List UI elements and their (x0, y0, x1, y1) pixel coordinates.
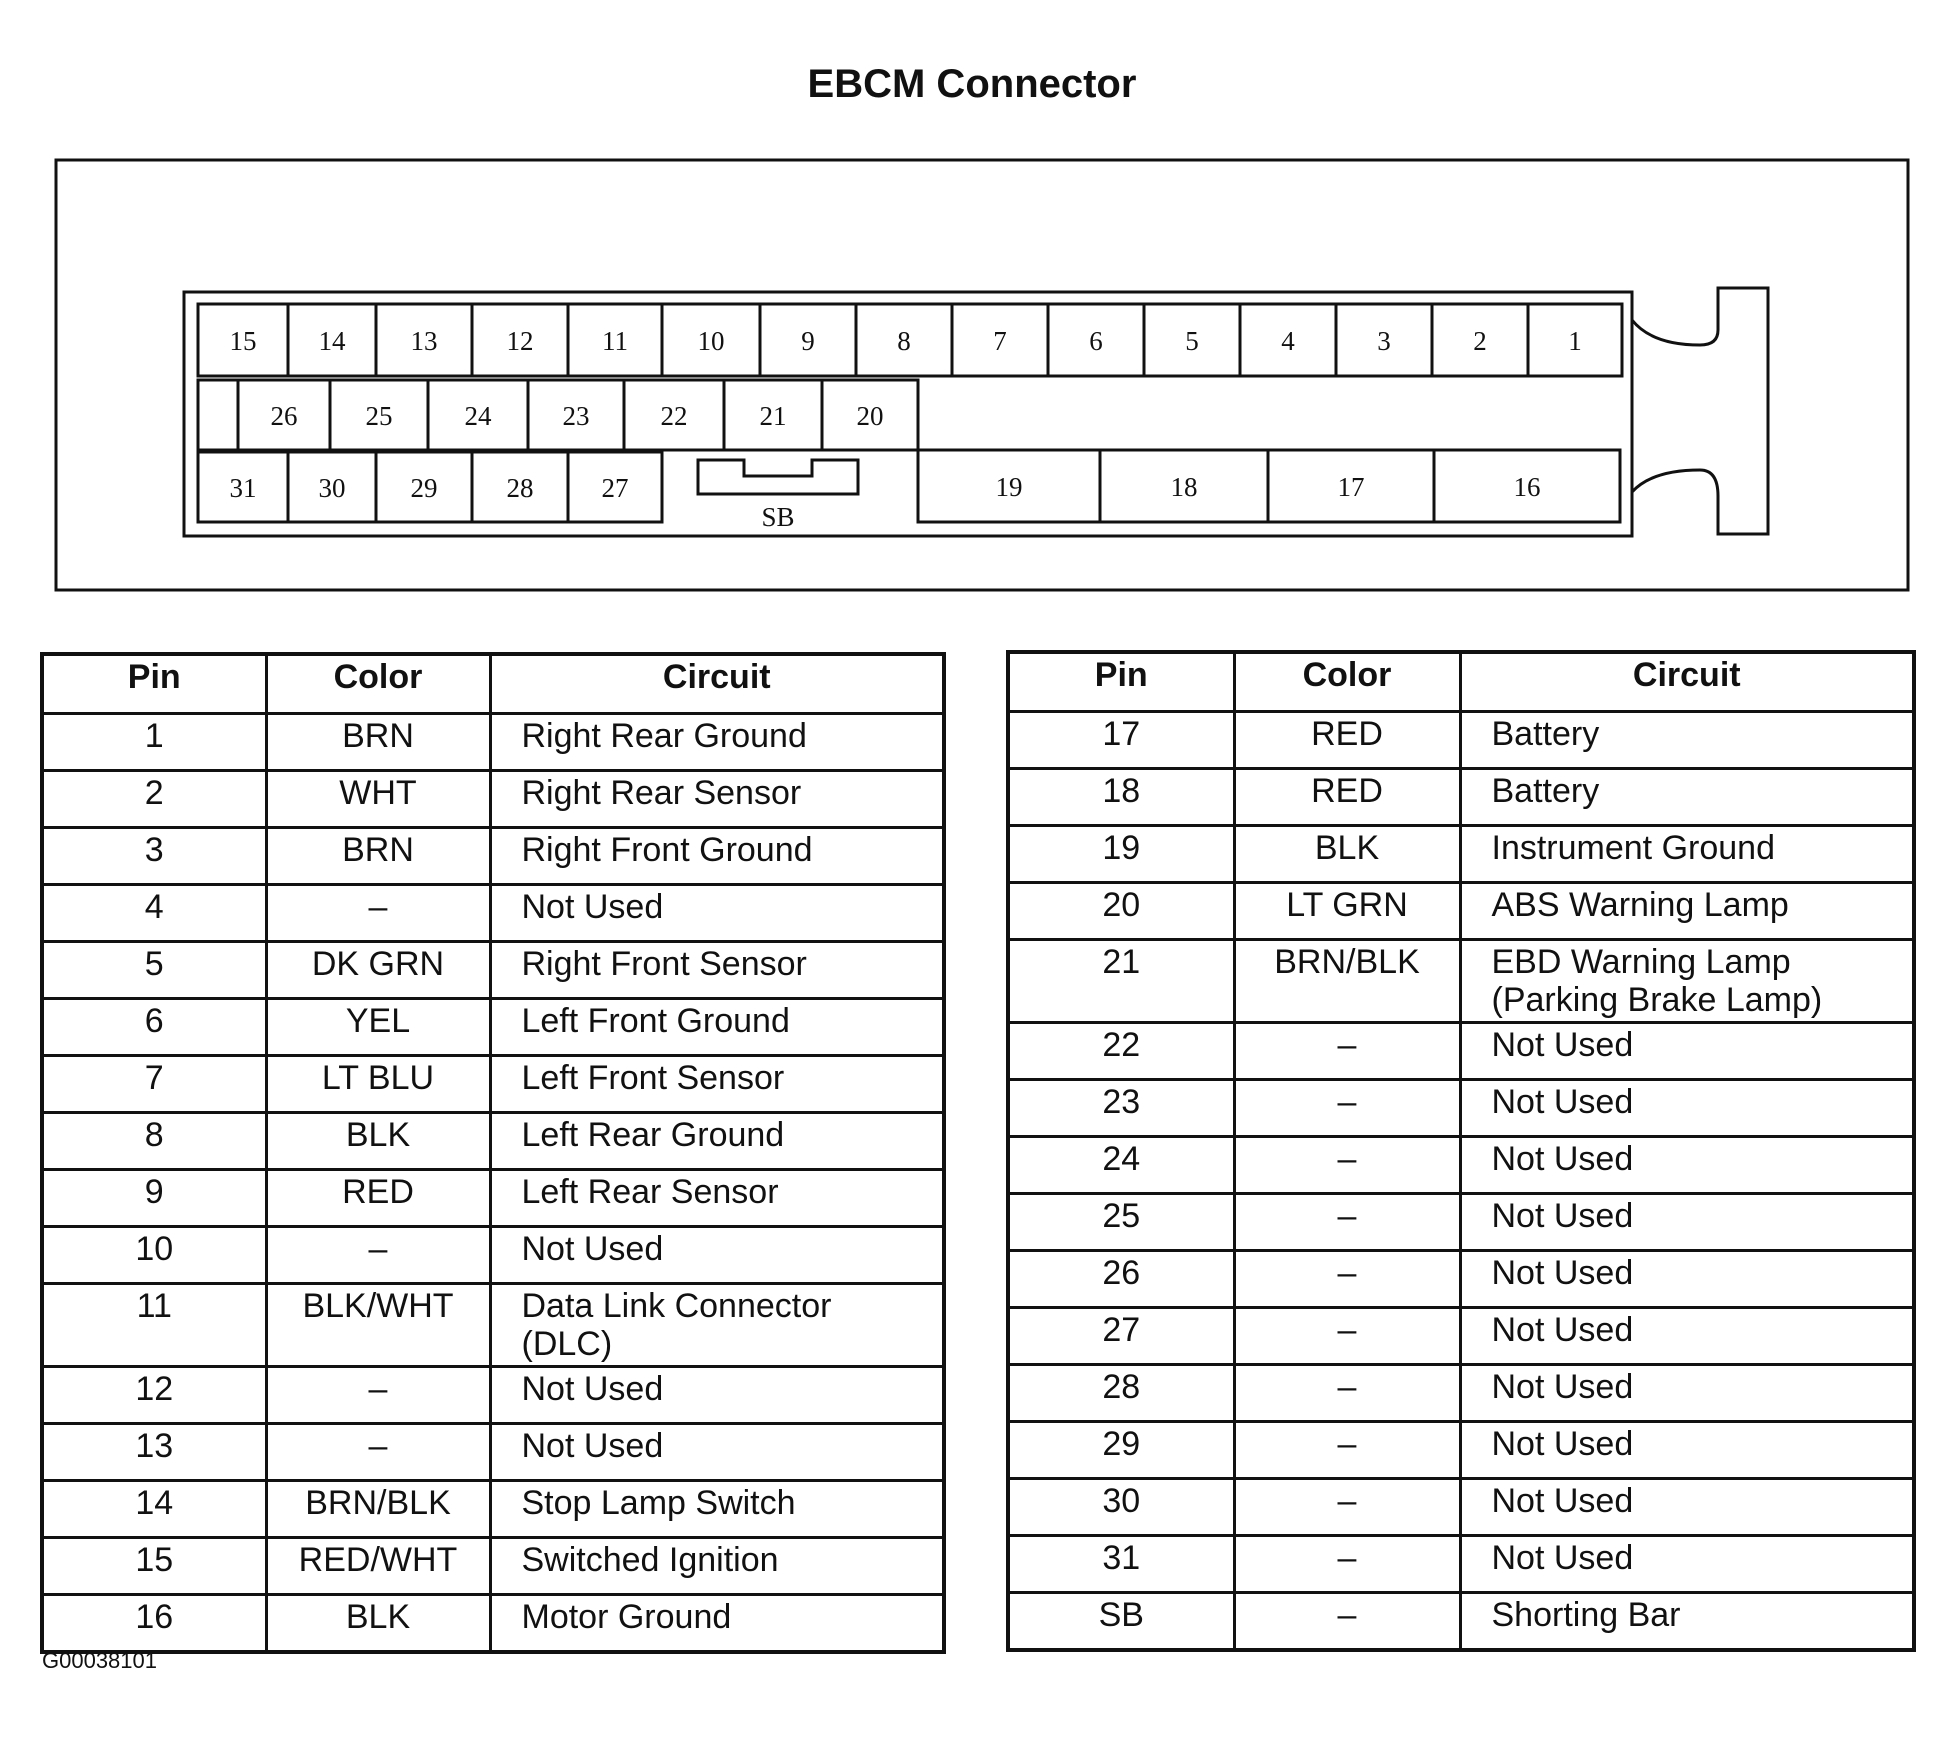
circuit-cell (490, 1367, 944, 1424)
pin-number: 30 (318, 473, 346, 503)
circuit-text: Not Used (1491, 1311, 1634, 1349)
color-cell: – (1234, 1422, 1460, 1479)
color-cell: – (1234, 1194, 1460, 1251)
circuit-cell (490, 1424, 944, 1481)
pin-cell: 19 (1008, 826, 1234, 883)
color-cell: – (266, 885, 490, 942)
circuit-text-line2: (DLC) (521, 1325, 613, 1363)
table-row (1008, 712, 1914, 769)
pin-number: 28 (506, 473, 534, 503)
color-cell: BRN/BLK (266, 1481, 490, 1538)
shorting-bar-shape (698, 460, 858, 494)
pin-number: 24 (464, 401, 492, 431)
circuit-text: Left Front Sensor (521, 1059, 785, 1097)
table-row (42, 1595, 944, 1653)
pin-cell: 25 (1008, 1194, 1234, 1251)
header-circuit: Circuit (1460, 652, 1914, 712)
header-color: Color (266, 654, 490, 714)
pin-cell: 15 (42, 1538, 266, 1595)
circuit-text: Left Rear Sensor (521, 1173, 779, 1211)
circuit-text: Shorting Bar (1491, 1596, 1681, 1634)
pin-cell: 22 (1008, 1023, 1234, 1080)
circuit-text: Switched Ignition (521, 1541, 779, 1579)
pin-number: 13 (410, 326, 438, 356)
table-row (1008, 1479, 1914, 1536)
pin-number: 6 (1089, 326, 1103, 356)
circuit-cell (490, 714, 944, 771)
color-cell: – (1234, 1080, 1460, 1137)
table-row (42, 828, 944, 885)
pin-number: 18 (1170, 472, 1198, 502)
pin-number: 2 (1473, 326, 1487, 356)
circuit-text: Not Used (521, 1427, 664, 1465)
color-cell: – (1234, 1593, 1460, 1651)
circuit-text: Not Used (1491, 1254, 1634, 1292)
pin-number: 26 (270, 401, 298, 431)
circuit-cell (490, 999, 944, 1056)
color-cell: RED/WHT (266, 1538, 490, 1595)
pin-cell: 16 (42, 1595, 266, 1653)
circuit-text: Right Front Ground (521, 831, 813, 869)
color-cell: BLK/WHT (266, 1284, 490, 1367)
pin-cell: 28 (1008, 1365, 1234, 1422)
color-cell: – (266, 1424, 490, 1481)
table-row (1008, 1194, 1914, 1251)
page-title: EBCM Connector (807, 62, 1137, 106)
connector-diagram (0, 0, 1944, 620)
header-pin: Pin (42, 654, 266, 714)
circuit-text: Data Link Connector (521, 1287, 832, 1325)
circuit-text: Not Used (1491, 1539, 1634, 1577)
circuit-text: Not Used (521, 1230, 664, 1268)
color-cell: LT BLU (266, 1056, 490, 1113)
table-row (1008, 1365, 1914, 1422)
circuit-text: Not Used (1491, 1425, 1634, 1463)
pin-cell: 13 (42, 1424, 266, 1481)
connector-lock-tab (1632, 288, 1768, 534)
color-cell: – (1234, 1479, 1460, 1536)
pin-cell: 9 (42, 1170, 266, 1227)
circuit-text: Not Used (1491, 1083, 1634, 1121)
pin-number: 21 (759, 401, 787, 431)
circuit-text: EBD Warning Lamp (1491, 943, 1791, 981)
table-row (1008, 1137, 1914, 1194)
circuit-cell (1460, 1422, 1914, 1479)
table-row (1008, 1536, 1914, 1593)
pin-table-left (40, 652, 946, 1654)
color-cell: BLK (1234, 826, 1460, 883)
color-cell: – (1234, 1365, 1460, 1422)
table-row (42, 1424, 944, 1481)
table-row (42, 942, 944, 999)
pin-cell: 8 (42, 1113, 266, 1170)
circuit-text: Right Rear Ground (521, 717, 807, 755)
pin-cell: 5 (42, 942, 266, 999)
pin-number: 7 (993, 326, 1007, 356)
pin-number: 19 (995, 472, 1023, 502)
pin-number: 31 (229, 473, 257, 503)
circuit-text: Not Used (1491, 1026, 1634, 1064)
circuit-text: Not Used (521, 1370, 664, 1408)
table-row (1008, 1593, 1914, 1651)
circuit-text: Not Used (1491, 1368, 1634, 1406)
shorting-bar-label: SB (761, 502, 795, 532)
table-row (42, 1227, 944, 1284)
circuit-text: Left Front Ground (521, 1002, 790, 1040)
circuit-text: Battery (1491, 772, 1600, 810)
pin-number: 29 (410, 473, 438, 503)
pin-cell: 17 (1008, 712, 1234, 769)
pin-number: 4 (1281, 326, 1295, 356)
pin-number: 22 (660, 401, 688, 431)
pin-number: 25 (365, 401, 393, 431)
circuit-cell (490, 1227, 944, 1284)
circuit-cell (1460, 769, 1914, 826)
color-cell: RED (266, 1170, 490, 1227)
table-row (42, 771, 944, 828)
table-row (42, 1113, 944, 1170)
table-row (1008, 1308, 1914, 1365)
table-row (1008, 883, 1914, 940)
color-cell: – (1234, 1308, 1460, 1365)
circuit-cell (490, 1113, 944, 1170)
circuit-cell (1460, 1308, 1914, 1365)
table-row (42, 1284, 944, 1367)
pin-cavity (198, 380, 238, 450)
circuit-cell (490, 1170, 944, 1227)
color-cell: RED (1234, 769, 1460, 826)
pin-cell: 1 (42, 714, 266, 771)
table-row (1008, 1422, 1914, 1479)
circuit-text: Battery (1491, 715, 1600, 753)
circuit-cell (1460, 1194, 1914, 1251)
circuit-text: Motor Ground (521, 1598, 732, 1636)
circuit-cell (490, 942, 944, 999)
circuit-cell (490, 1284, 944, 1367)
table-row (1008, 940, 1914, 1023)
pin-cell: 18 (1008, 769, 1234, 826)
circuit-cell (490, 1481, 944, 1538)
circuit-cell (1460, 940, 1914, 1023)
color-cell: BRN/BLK (1234, 940, 1460, 1023)
pin-number: 20 (856, 401, 884, 431)
circuit-cell (1460, 1251, 1914, 1308)
pin-cell: 24 (1008, 1137, 1234, 1194)
color-cell: BRN (266, 714, 490, 771)
circuit-cell (1460, 712, 1914, 769)
circuit-cell (1460, 1365, 1914, 1422)
circuit-text-line2: (Parking Brake Lamp) (1491, 981, 1823, 1019)
figure-id: G00038101 (42, 1648, 157, 1673)
color-cell: – (1234, 1137, 1460, 1194)
circuit-text: Instrument Ground (1491, 829, 1775, 867)
color-cell: – (266, 1367, 490, 1424)
table-row (42, 1170, 944, 1227)
circuit-cell (1460, 883, 1914, 940)
circuit-cell (490, 771, 944, 828)
circuit-cell (490, 885, 944, 942)
header-color: Color (1234, 652, 1460, 712)
pin-table-right (1006, 650, 1916, 1652)
table-row (1008, 1023, 1914, 1080)
pin-cell: 10 (42, 1227, 266, 1284)
pin-cell: 27 (1008, 1308, 1234, 1365)
color-cell: BLK (266, 1595, 490, 1653)
circuit-cell (490, 828, 944, 885)
circuit-text: Right Rear Sensor (521, 774, 802, 812)
connector-pins (198, 304, 1622, 522)
pin-number: 8 (897, 326, 911, 356)
pin-number: 1 (1568, 326, 1582, 356)
pin-cell: 14 (42, 1481, 266, 1538)
pin-cell: 26 (1008, 1251, 1234, 1308)
color-cell: YEL (266, 999, 490, 1056)
color-cell: – (1234, 1251, 1460, 1308)
pin-cell: 31 (1008, 1536, 1234, 1593)
pin-number: 27 (601, 473, 629, 503)
circuit-cell (1460, 1137, 1914, 1194)
circuit-cell (1460, 1593, 1914, 1651)
circuit-text: Not Used (1491, 1482, 1634, 1520)
table-row (42, 1367, 944, 1424)
table-row (42, 1481, 944, 1538)
circuit-text: ABS Warning Lamp (1491, 886, 1789, 924)
color-cell: – (1234, 1023, 1460, 1080)
table-row (42, 714, 944, 771)
pin-cell: 21 (1008, 940, 1234, 1023)
table-row (42, 1538, 944, 1595)
table-row (1008, 1251, 1914, 1308)
pin-number: 5 (1185, 326, 1199, 356)
circuit-text: Stop Lamp Switch (521, 1484, 796, 1522)
circuit-text: Right Front Sensor (521, 945, 807, 983)
pin-cell: 3 (42, 828, 266, 885)
pin-number: 14 (318, 326, 346, 356)
pin-cell: 30 (1008, 1479, 1234, 1536)
table-row (1008, 1080, 1914, 1137)
pin-cell: 2 (42, 771, 266, 828)
table-row (1008, 769, 1914, 826)
circuit-text: Not Used (1491, 1140, 1634, 1178)
table-row (1008, 826, 1914, 883)
pin-cell: 7 (42, 1056, 266, 1113)
circuit-text: Not Used (521, 888, 664, 926)
pin-number: 11 (602, 326, 628, 356)
pin-cell: 6 (42, 999, 266, 1056)
pin-number: 16 (1513, 472, 1541, 502)
circuit-cell (490, 1595, 944, 1653)
pin-number: 23 (562, 401, 590, 431)
circuit-text: Not Used (1491, 1197, 1634, 1235)
header-circuit: Circuit (490, 654, 944, 714)
table-row (42, 999, 944, 1056)
pin-number: 12 (506, 326, 534, 356)
circuit-cell (490, 1056, 944, 1113)
circuit-cell (1460, 1479, 1914, 1536)
pin-number: 3 (1377, 326, 1391, 356)
pin-cell: 12 (42, 1367, 266, 1424)
pin-cell: SB (1008, 1593, 1234, 1651)
pin-number: 10 (697, 326, 725, 356)
color-cell: – (1234, 1536, 1460, 1593)
pin-cell: 20 (1008, 883, 1234, 940)
pin-cell: 4 (42, 885, 266, 942)
pin-cell: 29 (1008, 1422, 1234, 1479)
pin-number: 17 (1337, 472, 1365, 502)
circuit-cell (1460, 1023, 1914, 1080)
table-row (42, 1056, 944, 1113)
circuit-cell (1460, 1080, 1914, 1137)
color-cell: RED (1234, 712, 1460, 769)
pin-cell: 11 (42, 1284, 266, 1367)
color-cell: LT GRN (1234, 883, 1460, 940)
color-cell: BLK (266, 1113, 490, 1170)
circuit-cell (1460, 1536, 1914, 1593)
table-row (42, 885, 944, 942)
pin-number: 9 (801, 326, 815, 356)
color-cell: – (266, 1227, 490, 1284)
header-pin: Pin (1008, 652, 1234, 712)
color-cell: DK GRN (266, 942, 490, 999)
circuit-cell (490, 1538, 944, 1595)
circuit-text: Left Rear Ground (521, 1116, 785, 1154)
color-cell: WHT (266, 771, 490, 828)
pin-cell: 23 (1008, 1080, 1234, 1137)
circuit-cell (1460, 826, 1914, 883)
pin-number: 15 (229, 326, 257, 356)
color-cell: BRN (266, 828, 490, 885)
